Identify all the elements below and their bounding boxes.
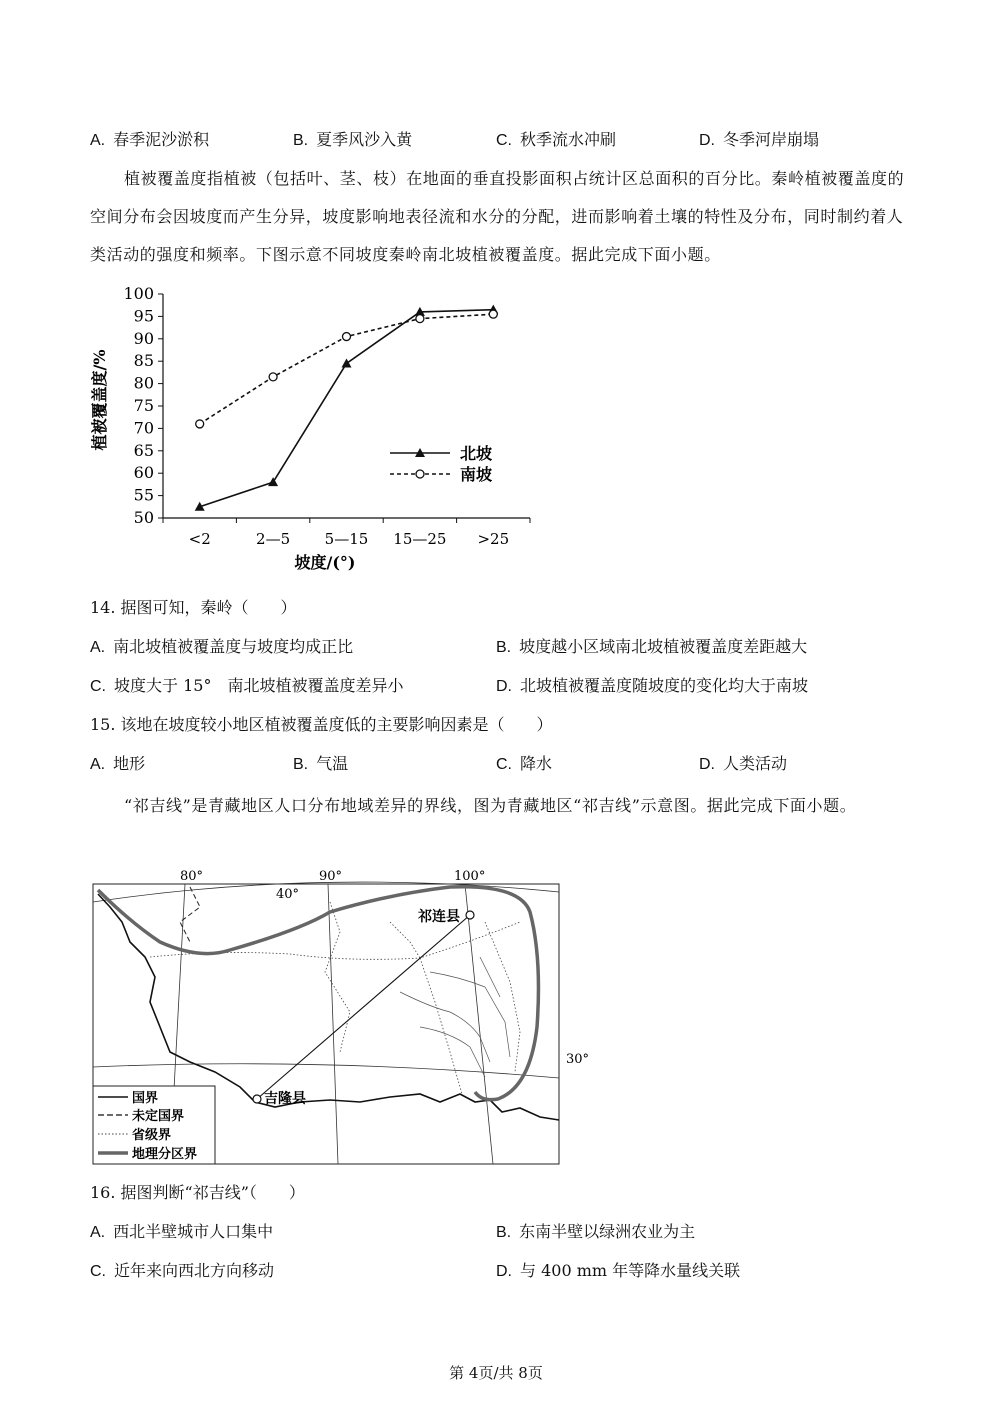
qilian-county-label: 祁连县 [418, 909, 460, 925]
y-tick-label: 95 [133, 306, 154, 326]
y-tick-label: 75 [133, 396, 154, 415]
q14-option-b: B. 坡度越小区域南北坡植被覆盖度差距越大 [496, 637, 808, 656]
legend-undefined-border: 未定国界 [132, 1109, 185, 1124]
chart-y-ticks [123, 284, 163, 527]
y-tick-label: 100 [123, 284, 154, 303]
q16-option-a: A. 西北半壁城市人口集中 [90, 1222, 274, 1241]
chart-legend [390, 444, 493, 484]
jilong-county-marker [253, 1095, 261, 1103]
y-tick-label: 60 [133, 463, 154, 483]
chart-x-ticks [163, 518, 530, 548]
data-point-south [196, 420, 204, 428]
data-point-south [489, 310, 497, 318]
q13-option-d: D. 冬季河岸崩塌 [699, 130, 820, 149]
legend-label-north: 北坡 [460, 444, 493, 463]
legend-zone-boundary: 地理分区界 [132, 1147, 198, 1162]
data-point-south [416, 315, 424, 323]
x-tick-label: 15—25 [393, 530, 447, 548]
q13-option-c: C. 秋季流水冲刷 [496, 130, 617, 149]
q13-option-b: B. 夏季风沙入黄 [293, 130, 413, 149]
lon-label-100: 100° [454, 869, 486, 884]
x-tick-label: <2 [188, 530, 211, 548]
y-tick-label: 85 [133, 351, 154, 371]
data-point-south [269, 373, 277, 381]
q14-option-c: C. 坡度大于 15° 南北坡植被覆盖度差异小 [90, 676, 404, 695]
q13-option-a: A. 春季泥沙淤积 [90, 130, 210, 149]
lat-label-40: 40° [276, 887, 300, 902]
data-point-north [342, 358, 352, 367]
chart-series [195, 305, 499, 511]
y-tick-label: 65 [133, 440, 154, 460]
q15-option-a: A. 地形 [90, 754, 146, 773]
q16-stem: 16. 据图判断“祁吉线”（ ） [90, 1183, 305, 1202]
y-tick-label: 90 [133, 328, 154, 348]
chart-ylabel: 植被覆盖度/% [90, 349, 109, 451]
jilong-county-label: 吉隆县 [264, 1091, 306, 1107]
qilian-county-marker [466, 911, 474, 919]
vegetation-coverage-chart [85, 282, 545, 582]
y-tick-label: 50 [133, 508, 154, 527]
lat-label-30: 30° [566, 1052, 590, 1067]
q15-option-d: D. 人类活动 [699, 754, 788, 773]
intro-paragraph-2: “祁吉线”是青藏地区人口分布地域差异的界线，图为青藏地区“祁吉线”示意图。据此完成下面小题。 [124, 796, 857, 815]
chart-xlabel: 坡度/(°) [294, 553, 356, 572]
legend-national-border: 国界 [132, 1091, 159, 1106]
q16-option-d: D. 与 400 mm 年等降水量线关联 [496, 1261, 741, 1280]
lon-label-80: 80° [180, 869, 204, 884]
y-tick-label: 55 [133, 485, 154, 505]
y-tick-label: 80 [133, 373, 154, 393]
data-point-south [343, 333, 351, 341]
q16-option-c: C. 近年来向西北方向移动 [90, 1261, 275, 1280]
y-tick-label: 70 [133, 418, 154, 438]
map-legend [93, 1086, 215, 1164]
intro-paragraph-1: 植被覆盖度指植被（包括叶、茎、枝）在地面的垂直投影面积占统计区总面积的百分比。秦岭植被覆盖度的空间分布会因坡度而产生分异，坡度影响地表径流和水分的分配，进而影响着土壤的特性及分布，同时制约着人类活动的强度和频率。下图示意不同坡度秦岭南北坡植被覆盖度。据此完成下面小题。 [90, 169, 905, 264]
q16-option-b: B. 东南半壁以绿洲农业为主 [496, 1222, 696, 1241]
x-tick-label: 2—5 [256, 530, 291, 548]
legend-label-south: 南坡 [460, 465, 493, 484]
legend-marker-south [416, 470, 424, 478]
legend-province-border: 省级界 [132, 1128, 172, 1143]
data-point-north [268, 477, 278, 486]
x-tick-label: 5—15 [324, 530, 369, 548]
q15-option-c: C. 降水 [496, 754, 553, 773]
q15-option-b: B. 气温 [293, 754, 349, 773]
q14-stem: 14. 据图可知，秦岭（ ） [90, 598, 297, 617]
q14-option-d: D. 北坡植被覆盖度随坡度的变化均大于南坡 [496, 676, 809, 695]
qiji-line-map [90, 862, 590, 1167]
q14-option-a: A. 南北坡植被覆盖度与坡度均成正比 [90, 637, 354, 656]
page-footer: 第 4页/共 8页 [449, 1364, 543, 1382]
lon-label-90: 90° [319, 869, 343, 884]
q15-stem: 15. 该地在坡度较小地区植被覆盖度低的主要影响因素是（ ） [90, 715, 553, 734]
x-tick-label: >25 [477, 530, 510, 548]
chart-axes [163, 294, 530, 518]
series-line-south [200, 314, 494, 424]
